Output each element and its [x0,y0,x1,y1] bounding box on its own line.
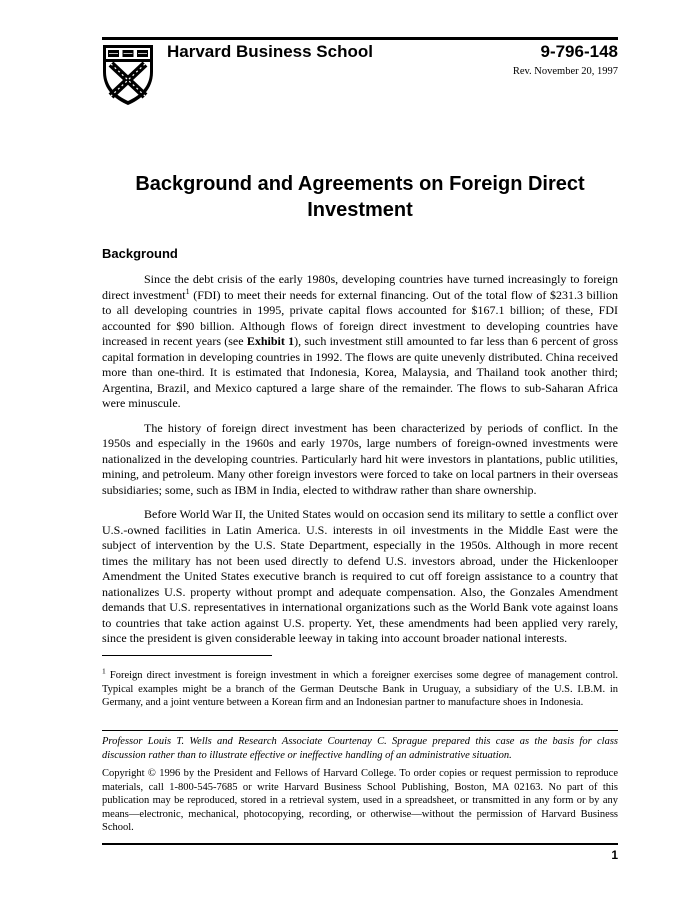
case-number: 9-796-148 [540,42,618,61]
author-note-rule [102,730,618,731]
paragraph-1-text-b: (FDI) to meet their needs for external financing. Out of the total flow of $231.3 billion to all developing countries in 1995, private capital flows accounted for $167.1 billion; of these, FDI accounted for $90 billion. Although flows of foreign direct investment to developing countries have increased in recent years (see [102,287,618,348]
professor-note: Professor Louis T. Wells and Research Associate Courtenay C. Sprague prepared this case as the basis for class discussion rather than to illustrate effective or ineffective handling of an administrative situation. [102,736,618,761]
paragraph-2: The history of foreign direct investment has been characterized by periods of conflict. In the 1950s and especially in the 1960s and early 1970s, large numbers of foreign-owned investments were nationalized in the developing countries. Particularly hard hit were investors in plantations, public utilities, mining, and petroleum. Many other foreign investors were forced to take on local partners in their overseas subsidiaries; some, such as IBM in India, elected to withdraw rather than share ownership. [102,420,618,497]
document-title: Background and Agreements on Foreign Direct Investment [135,173,585,221]
copyright-notice: Copyright © 1996 by the President and Fellows of Harvard College. To order copies or request permission to reproduce materials, call 1-800-545-7685 or write Harvard Business School Publishing, Boston, MA 02163. No part of this publication may be reproduced, stored in a retrieval system, used in a spreadsheet, or transmitted in any form or by any means—electronic, mechanical, photocopying, recording, or otherwise—without the permission of Harvard Business School. [102,768,618,833]
paragraph-3: Before World War II, the United States would on occasion send its military to settle a conflict over U.S.-owned facilities in Latin America. U.S. interests in oil investments in the Middle East were the subject of intervention by the U.S. State Department, especially in the 1950s. Although in more recent times the military has not been used directly to defend U.S. investors abroad, under the Hickenlooper Amendment the United States executive branch is required to cut off foreign assistance to a country that nationalizes U.S. property without prompt and adequate compensation. Also, the Gonzales Amendment demands that U.S. representatives in international organizations such as the World Bank vote against loans to countries that take action against U.S. property. Yet, these amendments had been applied very rarely, since the president is given considerable leeway in taking into account broader national interests. [102,507,618,645]
paragraph-1-text-a: Since the debt crisis of the early 1980s, developing countries have turned increasingly to foreign direct investment [102,272,618,302]
footnote-text: Foreign direct investment is foreign investment in which a foreigner exercises some degree of management control. Typical examples might be a branch of the German Deutsche Bank in Uruguay, a subsidiary of the U.S. I.B.M. in Germany, and a joint venture between a Korean firm and an Indonesian partner to manufacture shoes in Indonesia. [102,670,618,708]
paragraph-1 [102,272,618,412]
section-heading: Background [102,246,178,261]
hbs-shield-icon [102,44,154,106]
footnote-rule [102,655,272,656]
footnote [102,666,618,710]
school-name: Harvard Business School [167,42,373,61]
exhibit-reference: Exhibit 1 [246,334,295,348]
paragraph-1-text-c: ), such investment still amounted to far less than 6 percent of gross capital formation in developing countries in 1992. The flows are quite unevenly distributed. China received more than one-third. It is estimated that Indonesia, Korea, Malaysia, and Thailand took another third; Argentina, Brazil, and Mexico captured a large share of the remainder. The flows to sub-Saharan Africa were minuscule. [102,334,618,410]
body-text [102,272,618,656]
header-rule [102,37,618,40]
page-number: 1 [611,848,618,862]
footnote-reference[interactable]: 1 [185,286,190,296]
revision-date: Rev. November 20, 1997 [512,66,618,77]
footer-rule [102,843,618,845]
footnote-marker: 1 [102,666,106,676]
